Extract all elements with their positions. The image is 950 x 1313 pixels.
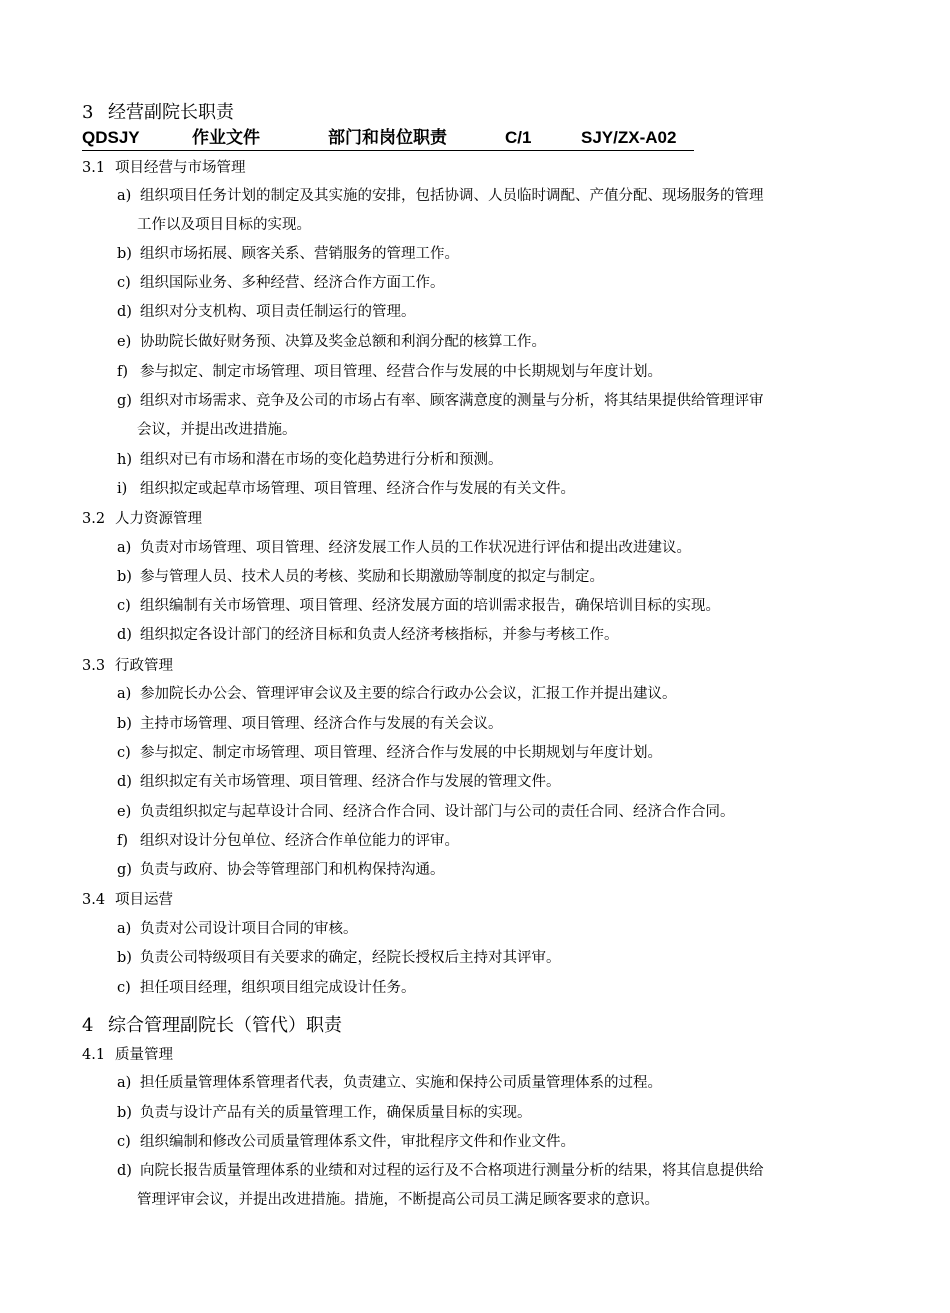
item-text: 组织编制和修改公司质量管理体系文件，审批程序文件和作业文件。 [140, 1134, 575, 1150]
item-text: 组织拟定或起草市场管理、项目管理、经济合作与发展的有关文件。 [140, 481, 575, 497]
item-marker: c) [117, 980, 131, 996]
list-item [117, 1099, 872, 1128]
item-text: 参与拟定、制定市场管理、项目管理、经营合作与发展的中长期规划与年度计划。 [140, 364, 662, 380]
item-marker: d) [117, 627, 132, 643]
subsection-number: 3.1 [82, 160, 106, 176]
item-text: 参与管理人员、技术人员的考核、奖励和长期激励等制度的拟定与制定。 [140, 569, 604, 585]
item-text: 参加院长办公会、管理评审会议及主要的综合行政办公会议，汇报工作并提出建议。 [140, 686, 677, 702]
list-item [117, 1157, 872, 1215]
subsection-3-4-heading [82, 890, 173, 910]
item-marker: c) [117, 1134, 131, 1150]
list-item [117, 387, 872, 445]
list-item [117, 915, 872, 944]
item-marker: b) [117, 1105, 132, 1121]
list-item [117, 710, 872, 739]
subsection-title: 项目运营 [115, 892, 173, 908]
subsection-title: 行政管理 [115, 658, 173, 674]
header-doc-type: 作业文件 [192, 128, 260, 147]
item-marker: e) [117, 804, 132, 820]
list-item [117, 534, 872, 563]
item-marker: f) [117, 364, 129, 380]
item-marker: b) [117, 950, 132, 966]
item-marker: g) [117, 393, 132, 409]
item-text: 组织市场拓展、顾客关系、营销服务的管理工作。 [140, 246, 459, 262]
item-marker: d) [117, 1163, 132, 1179]
subsection-number: 3.3 [82, 658, 106, 674]
section-title: 综合管理副院长（管代）职责 [108, 1015, 342, 1036]
item-text: 组织拟定各设计部门的经济目标和负责人经济考核指标，并参与考核工作。 [140, 627, 619, 643]
item-marker: f) [117, 833, 129, 849]
item-text: 组织对分支机构、项目责任制运行的管理。 [140, 304, 416, 320]
item-marker: a) [117, 188, 132, 204]
item-text: 组织对设计分包单位、经济合作单位能力的评审。 [140, 833, 459, 849]
item-text-continued: 会议，并提出改进措施。 [137, 422, 297, 438]
section-4-heading [82, 1015, 342, 1037]
item-text: 协助院长做好财务预、决算及奖金总额和利润分配的核算工作。 [140, 334, 546, 350]
item-text: 担任质量管理体系管理者代表，负责建立、实施和保持公司质量管理体系的过程。 [140, 1075, 662, 1091]
section-title: 经营副院长职责 [108, 102, 234, 123]
item-text: 组织对已有市场和潜在市场的变化趋势进行分析和预测。 [140, 452, 503, 468]
section-number: 3 [82, 102, 94, 123]
list-item [117, 798, 872, 827]
item-text: 负责组织拟定与起草设计合同、经济合作合同、设计部门与公司的责任合同、经济合作合同。 [140, 804, 735, 820]
list-item [117, 827, 872, 856]
subsection-title: 项目经营与市场管理 [115, 160, 246, 176]
item-marker: c) [117, 598, 131, 614]
item-text: 组织项目任务计划的制定及其实施的安排，包括协调、人员临时调配、产值分配、现场服务的管理 [140, 188, 764, 204]
list-item [117, 1128, 872, 1157]
item-text: 负责与政府、协会等管理部门和机构保持沟通。 [140, 862, 445, 878]
subsection-3-1-heading [82, 158, 246, 178]
section-number: 4 [82, 1015, 94, 1036]
item-text: 组织拟定有关市场管理、项目管理、经济合作与发展的管理文件。 [140, 774, 561, 790]
list-item [117, 328, 872, 357]
item-marker: d) [117, 774, 132, 790]
list-item [117, 739, 872, 768]
item-text: 负责对市场管理、项目管理、经济发展工作人员的工作状况进行评估和提出改进建议。 [140, 540, 691, 556]
subsection-title: 质量管理 [115, 1047, 173, 1063]
list-item [117, 475, 872, 504]
document-header [82, 128, 694, 151]
section-3-heading [82, 102, 234, 124]
item-marker: g) [117, 862, 132, 878]
list-item [117, 358, 872, 387]
list-item [117, 563, 872, 592]
item-marker: h) [117, 452, 132, 468]
item-marker: a) [117, 1075, 132, 1091]
item-marker: a) [117, 540, 132, 556]
list-item [117, 768, 872, 797]
item-marker: c) [117, 275, 131, 291]
list-item [117, 298, 872, 327]
item-marker: c) [117, 745, 131, 761]
item-text: 组织对市场需求、竞争及公司的市场占有率、顾客满意度的测量与分析，将其结果提供给管理评审 [140, 393, 764, 409]
subsection-title: 人力资源管理 [115, 511, 202, 527]
list-item [117, 621, 872, 650]
item-marker: e) [117, 334, 132, 350]
subsection-3-3-heading [82, 656, 173, 676]
item-marker: b) [117, 569, 132, 585]
item-text: 组织国际业务、多种经营、经济合作方面工作。 [140, 275, 445, 291]
item-text: 组织编制有关市场管理、项目管理、经济发展方面的培训需求报告，确保培训目标的实现。 [140, 598, 720, 614]
subsection-number: 3.2 [82, 511, 106, 527]
list-item [117, 1069, 872, 1098]
item-text-continued: 管理评审会议，并提出改进措施。措施，不断提高公司员工满足顾客要求的意识。 [137, 1192, 659, 1208]
list-item [117, 592, 872, 621]
item-marker: d) [117, 304, 132, 320]
subsection-3-2-heading [82, 509, 202, 529]
subsection-4-1-heading [82, 1045, 173, 1065]
item-marker: b) [117, 246, 132, 262]
item-text: 负责公司特级项目有关要求的确定，经院长授权后主持对其评审。 [140, 950, 561, 966]
subsection-number: 4.1 [82, 1047, 106, 1063]
item-marker: i) [117, 481, 128, 497]
list-item [117, 446, 872, 475]
item-text: 担任项目经理，组织项目组完成设计任务。 [140, 980, 416, 996]
header-version: C/1 [505, 128, 532, 147]
list-item [117, 974, 872, 1003]
list-item [117, 269, 872, 298]
list-item [117, 856, 872, 885]
item-marker: b) [117, 716, 132, 732]
list-item [117, 240, 872, 269]
header-org: QDSJY [82, 128, 140, 147]
header-doc-title: 部门和岗位职责 [328, 128, 447, 147]
item-text-continued: 工作以及项目目标的实现。 [137, 217, 311, 233]
item-text: 负责对公司设计项目合同的审核。 [140, 921, 358, 937]
item-marker: a) [117, 921, 132, 937]
item-marker: a) [117, 686, 132, 702]
subsection-number: 3.4 [82, 892, 106, 908]
item-text: 参与拟定、制定市场管理、项目管理、经济合作与发展的中长期规划与年度计划。 [140, 745, 662, 761]
list-item [117, 944, 872, 973]
item-text: 负责与设计产品有关的质量管理工作，确保质量目标的实现。 [140, 1105, 532, 1121]
list-item [117, 182, 872, 240]
list-item [117, 680, 872, 709]
header-doc-code: SJY/ZX-A02 [581, 128, 677, 147]
item-text: 向院长报告质量管理体系的业绩和对过程的运行及不合格项进行测量分析的结果，将其信息提供给 [140, 1163, 764, 1179]
item-text: 主持市场管理、项目管理、经济合作与发展的有关会议。 [140, 716, 503, 732]
